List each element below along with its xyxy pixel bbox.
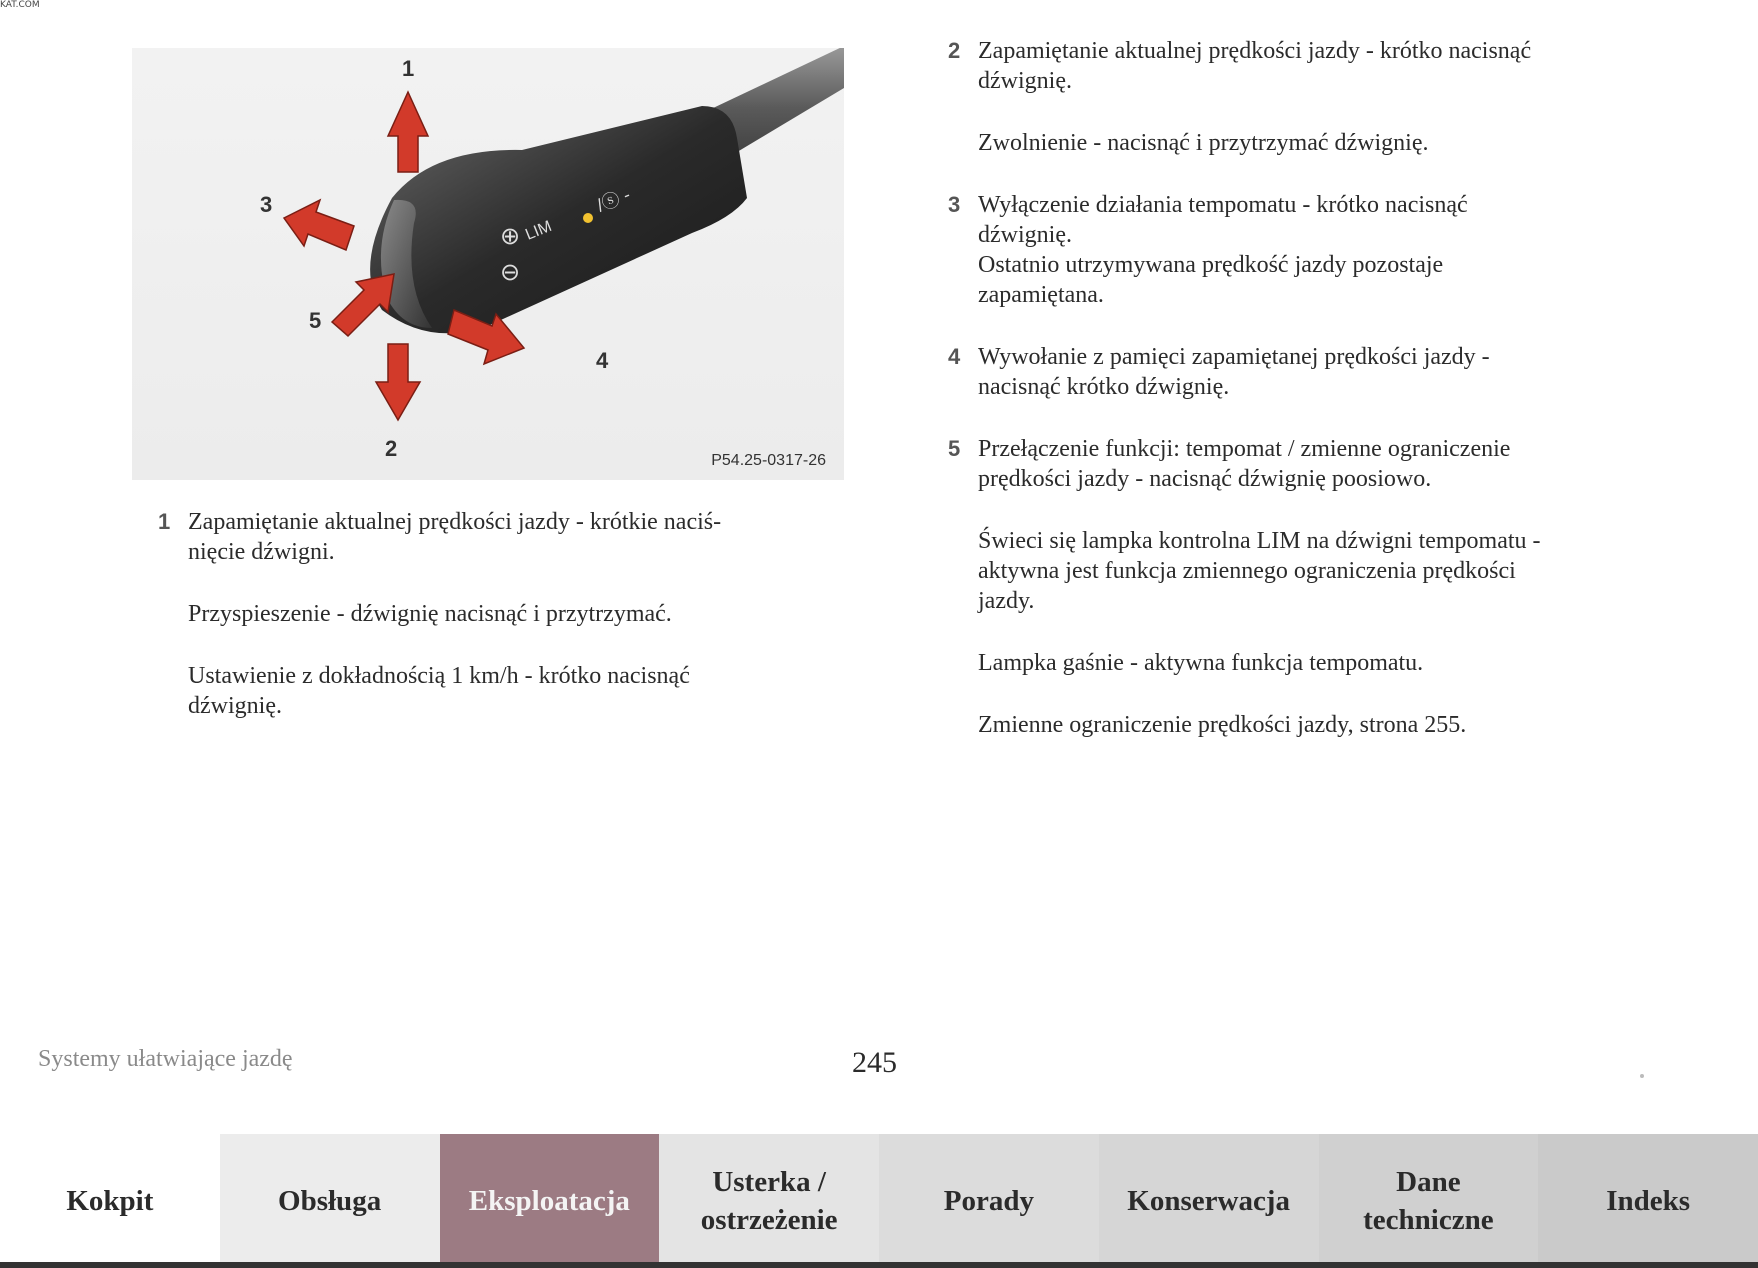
text-line: dźwignię. <box>188 693 282 719</box>
text-line: dźwignię. <box>978 222 1072 248</box>
watermark: KAT.COM <box>0 0 40 10</box>
text-line: nięcie dźwigni. <box>188 539 335 565</box>
tab-label <box>701 1163 838 1239</box>
tab-label-line: Porady <box>943 1185 1034 1217</box>
text-line: jazdy. <box>978 588 1035 614</box>
tab-label <box>469 1182 630 1220</box>
text-line: Przełączenie funkcji: tempomat / zmienne ograniczenie <box>978 436 1511 462</box>
text-line: aktywna jest funkcja zmiennego ograniczenia prędkości <box>978 558 1516 584</box>
tab-obsługa[interactable] <box>220 1134 440 1268</box>
label-1: 1 <box>402 56 415 81</box>
arrow-5-axial <box>332 274 394 336</box>
tab-label-line: techniczne <box>1363 1204 1494 1236</box>
tab-porady[interactable] <box>879 1134 1099 1268</box>
svg-text:/ⓢ -: /ⓢ - <box>594 184 634 216</box>
item-paragraph <box>978 710 1648 740</box>
cruise-control-lever-figure <box>132 48 844 480</box>
text-line: Lampka gaśnie - aktywna funkcja tempomatu. <box>978 650 1424 676</box>
label-5: 5 <box>309 308 322 333</box>
tab-label-line: Kokpit <box>66 1185 154 1217</box>
item-paragraph <box>188 661 828 721</box>
text-line: Ostatnio utrzymywana prędkość jazdy pozostaje <box>978 252 1444 278</box>
tab-usterka-ostrzeżenie[interactable] <box>659 1134 879 1268</box>
figure-code: P54.25-0317-26 <box>711 452 826 469</box>
arrow-1-up <box>388 92 428 172</box>
item-number: 4 <box>948 344 961 369</box>
tab-label <box>1606 1182 1690 1220</box>
item-text <box>978 190 1468 310</box>
arrow-3-left <box>284 200 354 250</box>
list-item <box>948 36 1648 190</box>
tab-label-line: Dane <box>1396 1166 1461 1198</box>
item-text <box>978 36 1531 96</box>
text-line: Zapamiętanie aktualnej prędkości jazdy - krótko nacisnąć <box>978 38 1532 64</box>
text-line: Wyłączenie działania tempomatu - krótko nacisnąć <box>978 192 1468 218</box>
list-item <box>158 507 828 721</box>
lim-marking: LIM <box>523 217 555 244</box>
page-number: 245 <box>852 1046 897 1079</box>
right-column <box>948 36 1648 740</box>
tab-label-line: Eksploatacja <box>468 1185 630 1217</box>
item-text <box>188 507 721 567</box>
tab-label <box>66 1182 153 1220</box>
text-line: nacisnąć krótko dźwignię. <box>978 374 1230 400</box>
tab-label <box>944 1182 1034 1220</box>
decorative-dot <box>1640 1074 1644 1078</box>
item-heading <box>948 434 1648 494</box>
tab-label <box>1127 1182 1290 1220</box>
tab-label-line: Obsługa <box>278 1185 382 1217</box>
tab-konserwacja[interactable] <box>1099 1134 1319 1268</box>
lever-illustration <box>132 48 844 480</box>
item-number: 2 <box>948 38 961 63</box>
svg-text:⊕: ⊕ <box>500 223 521 250</box>
lim-lamp <box>583 213 593 223</box>
tab-kokpit[interactable] <box>0 1134 220 1268</box>
text-line: Zwolnienie - nacisnąć i przytrzymać dźwignię. <box>978 130 1429 156</box>
tab-eksploatacja[interactable] <box>440 1134 660 1268</box>
text-line: Zmienne ograniczenie prędkości jazdy, strona 255. <box>978 712 1467 738</box>
tab-label-line: Konserwacja <box>1127 1185 1290 1217</box>
item-number: 3 <box>948 192 961 217</box>
tab-label-line: Usterka / <box>712 1166 826 1198</box>
bottom-rule <box>0 1262 1758 1268</box>
tab-label-line: ostrzeżenie <box>700 1204 838 1236</box>
text-line: zapamiętana. <box>978 282 1104 308</box>
item-heading <box>158 507 828 567</box>
tab-dane-techniczne[interactable] <box>1319 1134 1539 1268</box>
item-number: 1 <box>158 509 171 534</box>
item-text <box>978 434 1510 494</box>
text-line: Ustawienie z dokładnością 1 km/h - krótko nacisnąć <box>188 663 690 689</box>
item-paragraph <box>188 599 828 629</box>
text-line: Zapamiętanie aktualnej prędkości jazdy - krótkie naciś- <box>188 509 722 535</box>
item-heading <box>948 36 1648 96</box>
tab-indeks[interactable] <box>1538 1134 1758 1268</box>
left-column <box>158 507 828 721</box>
list-item <box>948 190 1648 342</box>
text-line: dźwignię. <box>978 68 1072 94</box>
tab-label-line: Indeks <box>1606 1185 1691 1217</box>
section-tabs <box>0 1134 1758 1268</box>
label-2: 2 <box>385 436 398 461</box>
label-4: 4 <box>596 348 609 373</box>
item-paragraph <box>978 128 1648 158</box>
label-3: 3 <box>260 192 273 217</box>
text-line: Wywołanie z pamięci zapamiętanej prędkości jazdy - <box>978 344 1490 370</box>
tab-label <box>1363 1163 1493 1239</box>
item-heading <box>948 342 1648 402</box>
lever-body <box>370 106 747 333</box>
item-text <box>978 342 1490 402</box>
list-item <box>948 342 1648 434</box>
text-line: prędkości jazdy - nacisnąć dźwignię poosiowo. <box>978 466 1432 492</box>
item-number: 5 <box>948 436 961 461</box>
list-item <box>948 434 1648 740</box>
text-line: Przyspieszenie - dźwignię nacisnąć i przytrzymać. <box>188 601 672 627</box>
tab-label <box>278 1182 381 1220</box>
item-paragraph <box>978 526 1648 616</box>
item-paragraph <box>978 648 1648 678</box>
item-heading <box>948 190 1648 310</box>
svg-text:⊖: ⊖ <box>500 259 521 286</box>
arrow-2-down <box>376 344 420 420</box>
text-line: Świeci się lampka kontrolna LIM na dźwigni tempomatu - <box>978 528 1541 554</box>
section-title: Systemy ułatwiające jazdę <box>38 1046 293 1072</box>
